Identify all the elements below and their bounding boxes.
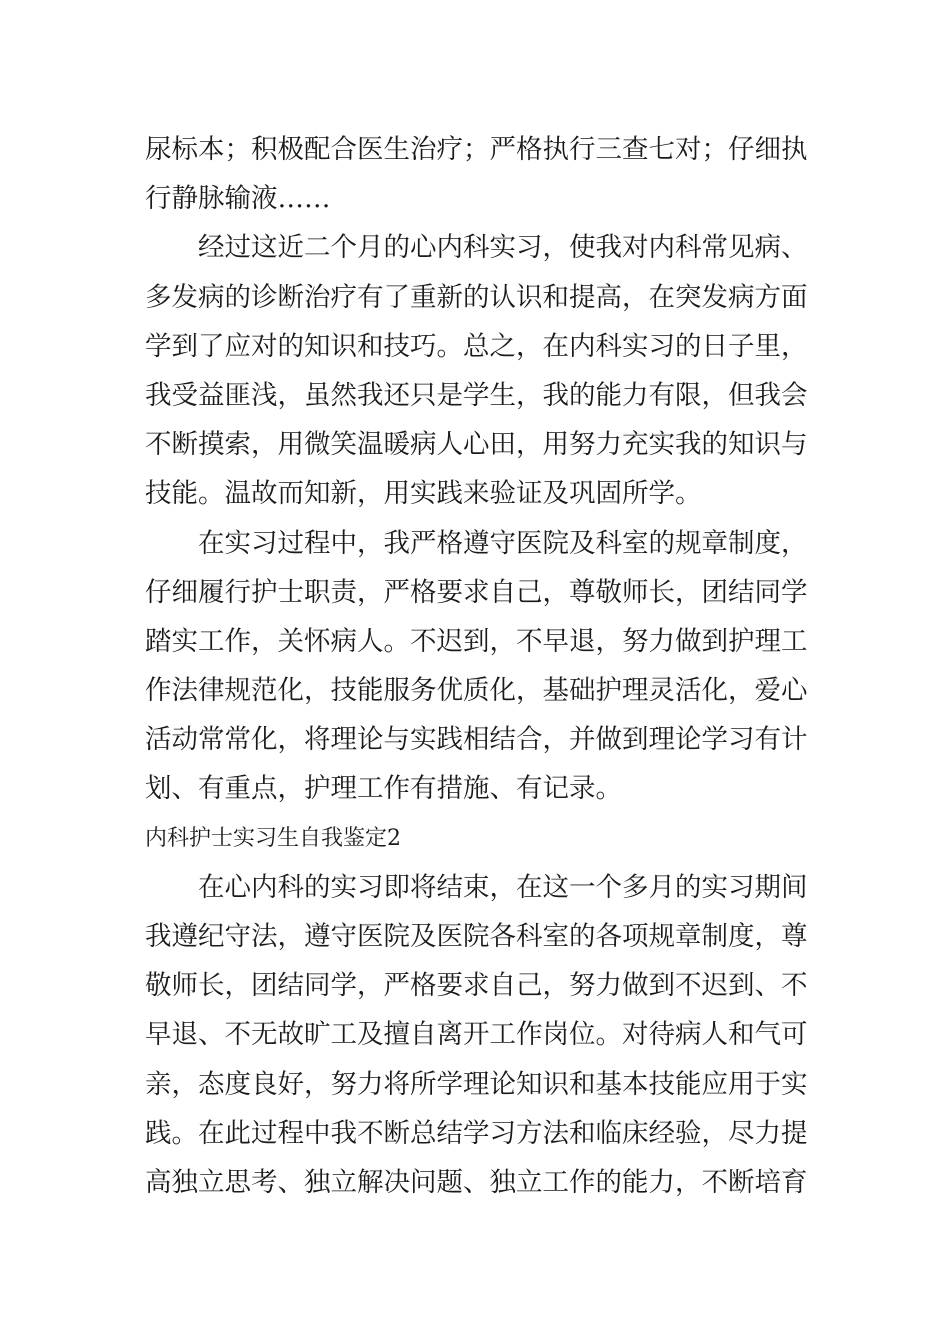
paragraph-first-line: 在心内科的实习即将结束，在这一个多月的实习期间 [198, 871, 807, 903]
paragraph-first-line: 经过这近二个月的心内科实习，使我对内科常见病、 [198, 232, 807, 264]
body-line: 尿标本；积极配合医生治疗；严格执行三查七对；仔细执 [145, 134, 807, 165]
body-line: 技能。温故而知新，用实践来验证及巩固所学。 [145, 478, 702, 510]
body-line: 仔细履行护士职责，严格要求自己，尊敬师长，团结同学 [145, 576, 807, 608]
body-line: 作法律规范化，技能服务优质化，基础护理灵活化，爱心 [145, 675, 807, 707]
body-line: 我遵纪守法，遵守医院及医院各科室的各项规章制度，尊 [145, 921, 807, 952]
body-line: 敬师长，团结同学，严格要求自己，努力做到不迟到、不 [145, 970, 807, 1002]
body-line: 高独立思考、独立解决问题、独立工作的能力，不断培育 [145, 1166, 807, 1198]
body-line: 不断摸索，用微笑温暖病人心田，用努力充实我的知识与 [145, 429, 807, 461]
document-page [145, 125, 807, 1207]
section-heading: 内科护士实习生自我鉴定2 [145, 825, 401, 851]
body-line: 多发病的诊断治疗有了重新的认识和提高，在突发病方面 [145, 281, 807, 313]
body-line: 踏实工作，关怀病人。不迟到，不早退，努力做到护理工 [145, 625, 807, 657]
paragraph-first-line: 在实习过程中，我严格遵守医院及科室的规章制度， [198, 527, 807, 559]
body-line: 学到了应对的知识和技巧。总之，在内科实习的日子里， [145, 330, 807, 362]
body-line: 亲，态度良好，努力将所学理论知识和基本技能应用于实 [145, 1068, 807, 1100]
body-line: 早退、不无故旷工及擅自离开工作岗位。对待病人和气可 [145, 1019, 807, 1051]
body-line: 践。在此过程中我不断总结学习方法和临床经验，尽力提 [145, 1117, 807, 1149]
body-line: 行静脉输液…… [145, 183, 331, 215]
body-line: 划、有重点，护理工作有措施、有记录。 [145, 773, 622, 805]
body-line: 活动常常化，将理论与实践相结合，并做到理论学习有计 [145, 724, 807, 756]
body-line: 我受益匪浅，虽然我还只是学生，我的能力有限，但我会 [145, 379, 807, 411]
